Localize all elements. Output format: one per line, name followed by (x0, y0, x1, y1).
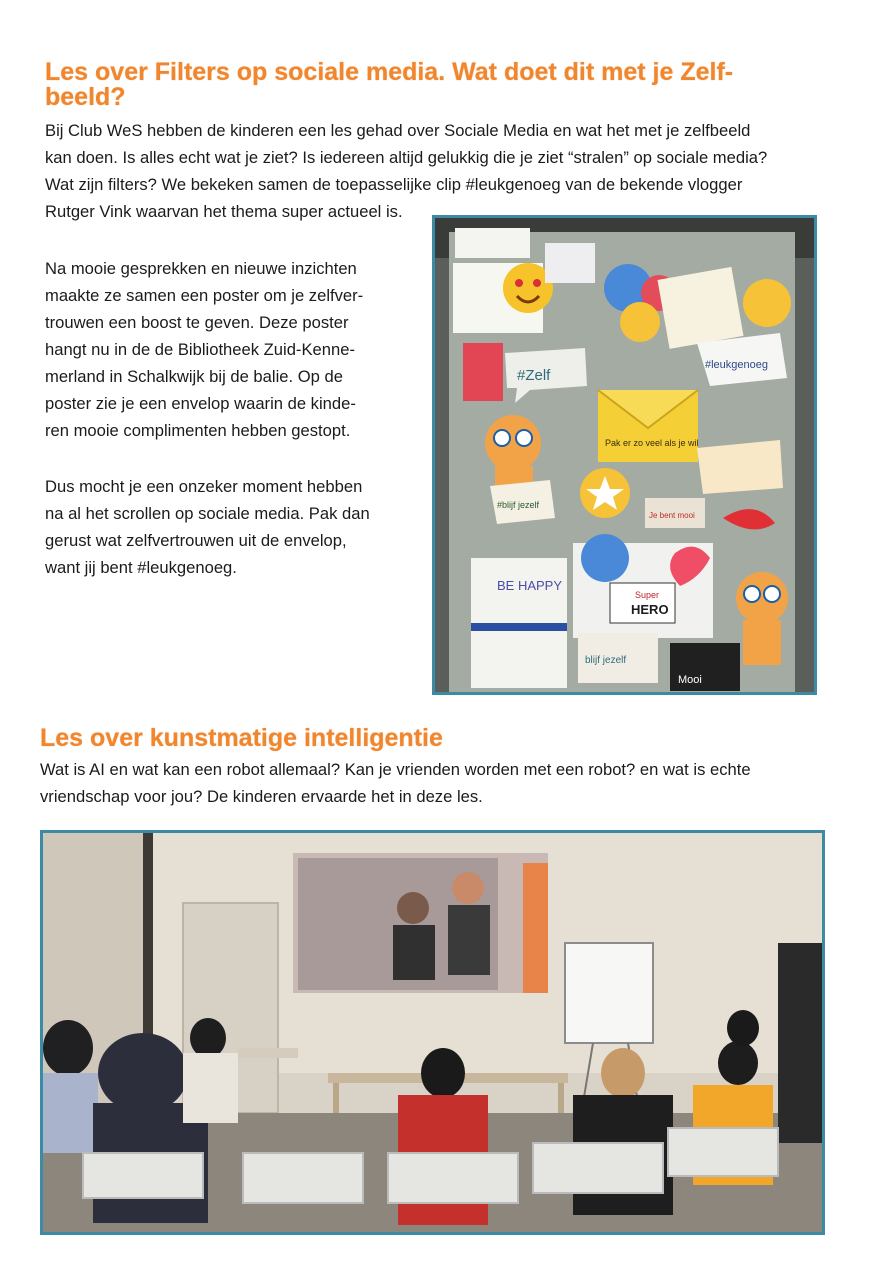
poster-blijf-jezelf-text: blijf jezelf (585, 655, 627, 666)
intro-line: Wat is AI en wat kan een robot allemaal? Kan je vrienden worden met een robot? en wat is echte (40, 760, 751, 779)
poster-photo (432, 215, 817, 695)
section1-paragraph-2 (45, 255, 425, 444)
section1-title-line1: Les over Filters op sociale media. Wat doet dit met je Zelf- (45, 58, 734, 86)
intro-line: kan doen. Is alles echt wat je ziet? Is iedereen altijd gelukkig die je ziet “stralen” op sociale media? (45, 148, 768, 167)
paragraph-line: Na mooie gesprekken en nieuwe inzichten (45, 259, 357, 278)
intro-line: Wat zijn filters? We bekeken samen de toepasselijke clip #leukgenoeg van de bekende vlogger (45, 175, 743, 194)
paragraph-line: Dus mocht je een onzeker moment hebben (45, 477, 363, 496)
section1-title (45, 60, 835, 110)
poster-illustration (435, 218, 814, 692)
paragraph-line: maakte ze samen een poster om je zelfver- (45, 286, 364, 305)
paragraph-line: merland in Schalkwijk bij de balie. Op de (45, 367, 343, 386)
paragraph-line: want jij bent #leukgenoeg. (45, 558, 237, 577)
section2-intro (40, 756, 840, 810)
section1-paragraph-3 (45, 473, 425, 581)
classroom-illustration (43, 833, 822, 1232)
intro-line: vriendschap voor jou? De kinderen ervaarde het in deze les. (40, 787, 483, 806)
section1-title-line2: beeld? (45, 83, 126, 111)
paragraph-line: gerust wat zelfvertrouwen uit de envelop, (45, 531, 347, 550)
section1-intro (45, 117, 845, 225)
paragraph-line: trouwen een boost te geven. Deze poster (45, 313, 349, 332)
paragraph-line: ren mooie complimenten hebben gestopt. (45, 421, 351, 440)
poster-mooi-text: Mooi (678, 674, 702, 686)
intro-line: Rutger Vink waarvan het thema super actueel is. (45, 202, 403, 221)
paragraph-line: poster zie je een envelop waarin de kinde- (45, 394, 356, 413)
poster-leukgenoeg-text: #leukgenoeg (705, 359, 769, 371)
poster-super-text: Super (635, 590, 660, 600)
poster-be-happy-text: BE HAPPY (497, 578, 563, 593)
poster-hero-text: HERO (631, 602, 669, 617)
paragraph-line: hangt nu in de de Bibliotheek Zuid-Kenne- (45, 340, 355, 359)
poster-envelope-text: Pak er zo veel als je wil (605, 438, 699, 448)
intro-line: Bij Club WeS hebben de kinderen een les gehad over Sociale Media en wat het met je zelfbeeld (45, 121, 751, 140)
paragraph-line: na al het scrollen op sociale media. Pak dan (45, 504, 370, 523)
classroom-photo (40, 830, 825, 1235)
poster-blijf-text: #blijf jezelf (497, 500, 540, 510)
section2-title: Les over kunstmatige intelligentie (40, 724, 443, 752)
poster-jij-mooi-text: Je bent mooi (649, 511, 695, 520)
poster-zelf-text: #Zelf (517, 367, 551, 384)
